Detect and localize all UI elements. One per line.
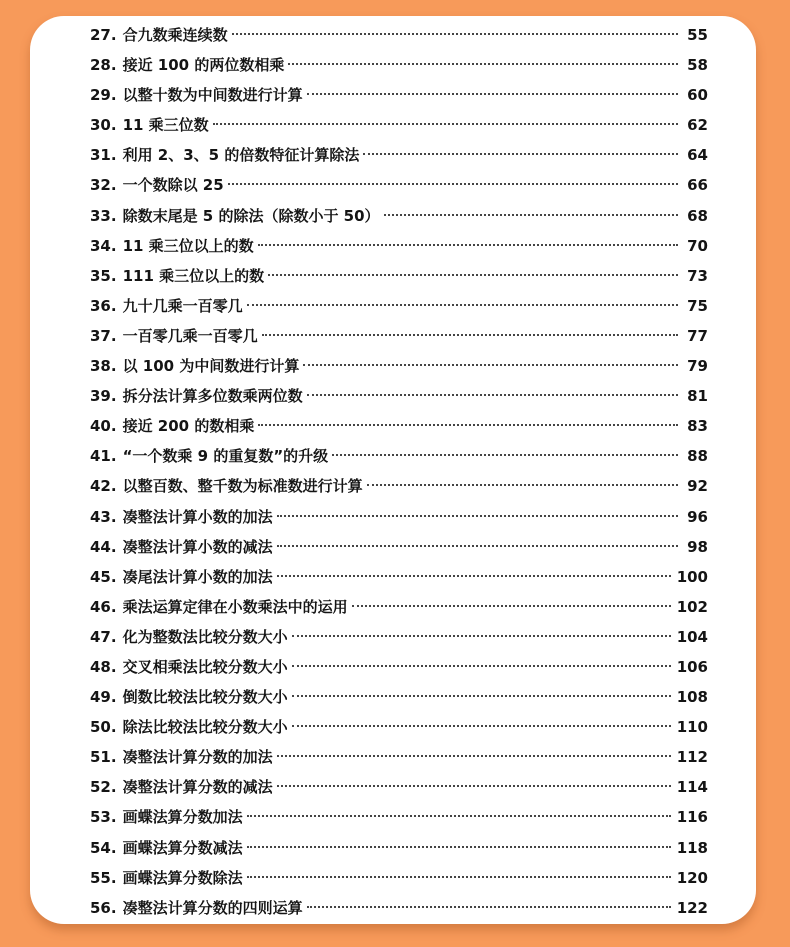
- toc-title: 交叉相乘法比较分数大小: [122, 657, 288, 676]
- dot-leader: [247, 846, 671, 848]
- toc-title: 凑整法计算小数的减法: [122, 537, 273, 556]
- toc-number: 43.: [90, 507, 117, 526]
- toc-page-number: 92: [687, 477, 708, 496]
- toc-page-number: 104: [676, 627, 708, 646]
- toc-title: 乘法运算定律在小数乘法中的运用: [122, 597, 348, 616]
- dot-leader: [247, 876, 671, 878]
- toc-page-number: 55: [687, 26, 708, 44]
- toc-page-number: 62: [687, 116, 708, 135]
- toc-title: 合九数乘连续数: [122, 26, 228, 44]
- toc-page-number: 77: [687, 326, 708, 345]
- toc-title: 一个数除以 25: [122, 176, 224, 195]
- toc-number: 48.: [90, 657, 117, 676]
- toc-card: [30, 16, 756, 924]
- toc-number: 52.: [90, 778, 117, 797]
- dot-leader: [277, 545, 678, 547]
- toc-title: 以整十数为中间数进行计算: [122, 86, 303, 105]
- dot-leader: [303, 364, 678, 366]
- toc-row: [90, 772, 708, 802]
- toc-number: 29.: [90, 86, 117, 105]
- toc-number: 47.: [90, 627, 117, 646]
- toc-number: 41.: [90, 447, 117, 466]
- toc-row: [90, 291, 708, 321]
- dot-leader: [247, 304, 678, 306]
- dot-leader: [367, 484, 678, 486]
- dot-leader: [232, 33, 678, 35]
- toc-page-number: 88: [687, 447, 708, 466]
- toc-number: 35.: [90, 266, 117, 285]
- dot-leader: [277, 515, 678, 517]
- toc-row: [90, 502, 708, 532]
- dot-leader: [307, 906, 671, 908]
- toc-title: 除法比较法比较分数大小: [122, 718, 288, 737]
- toc-page-number: 116: [676, 808, 708, 827]
- toc-page-number: 68: [687, 206, 708, 225]
- toc-title: 拆分法计算多位数乘两位数: [122, 387, 303, 406]
- toc-title: 11 乘三位数: [122, 116, 209, 135]
- toc-page-number: 98: [687, 537, 708, 556]
- toc-page-number: 79: [687, 357, 708, 376]
- toc-page-number: 120: [676, 868, 708, 887]
- toc-row: [90, 532, 708, 562]
- toc-row: [90, 441, 708, 471]
- toc-page-number: 83: [687, 417, 708, 436]
- toc-row: [90, 562, 708, 592]
- toc-title: 凑整法计算分数的加法: [122, 748, 273, 767]
- toc-row: [90, 652, 708, 682]
- dot-leader: [292, 695, 671, 697]
- toc-row: [90, 110, 708, 140]
- toc-number: 42.: [90, 477, 117, 496]
- toc-title: 除数末尾是 5 的除法（除数小于 50）: [122, 206, 380, 225]
- toc-number: 39.: [90, 387, 117, 406]
- toc-row: [90, 20, 708, 50]
- dot-leader: [363, 153, 678, 155]
- dot-leader: [292, 725, 671, 727]
- toc-row: [90, 351, 708, 381]
- dot-leader: [307, 93, 678, 95]
- toc-row: [90, 321, 708, 351]
- toc-row: [90, 261, 708, 291]
- toc-page-number: 73: [687, 266, 708, 285]
- toc-number: 40.: [90, 417, 117, 436]
- toc-row: [90, 893, 708, 923]
- toc-title: 凑尾法计算小数的加法: [122, 567, 273, 586]
- toc-page-number: 64: [687, 146, 708, 165]
- toc-number: 34.: [90, 236, 117, 255]
- dot-leader: [292, 635, 671, 637]
- toc-number: 30.: [90, 116, 117, 135]
- toc-title: 接近 100 的两位数相乘: [122, 56, 285, 75]
- toc-page-number: 58: [687, 56, 708, 75]
- toc-page-number: 108: [676, 688, 708, 707]
- dot-leader: [384, 214, 678, 216]
- dot-leader: [213, 123, 678, 125]
- toc-title: “一个数乘 9 的重复数”的升级: [122, 447, 329, 466]
- toc-page-number: 122: [676, 898, 708, 917]
- toc-number: 36.: [90, 296, 117, 315]
- toc-title: 画蝶法算分数除法: [122, 868, 243, 887]
- dot-leader: [277, 755, 671, 757]
- toc-number: 27.: [90, 26, 117, 44]
- toc-number: 28.: [90, 56, 117, 75]
- toc-page-number: 118: [676, 838, 708, 857]
- toc-title: 画蝶法算分数减法: [122, 838, 243, 857]
- toc-row: [90, 80, 708, 110]
- toc-page-number: 66: [687, 176, 708, 195]
- toc-row: [90, 802, 708, 832]
- toc-row: [90, 381, 708, 411]
- toc-title: 11 乘三位以上的数: [122, 236, 254, 255]
- toc-row: [90, 140, 708, 170]
- toc-title: 倒数比较法比较分数大小: [122, 688, 288, 707]
- toc-row: [90, 201, 708, 231]
- toc-number: 51.: [90, 748, 117, 767]
- dot-leader: [262, 334, 678, 336]
- toc-row: [90, 712, 708, 742]
- toc-title: 以 100 为中间数进行计算: [122, 357, 300, 376]
- dot-leader: [258, 244, 678, 246]
- toc-row: [90, 833, 708, 863]
- toc-number: 31.: [90, 146, 117, 165]
- toc-page-number: 106: [676, 657, 708, 676]
- toc-title: 利用 2、3、5 的倍数特征计算除法: [122, 146, 360, 165]
- toc-row: [90, 742, 708, 772]
- toc-page-number: 114: [676, 778, 708, 797]
- dot-leader: [288, 63, 678, 65]
- toc-page-number: 112: [676, 748, 708, 767]
- dot-leader: [277, 575, 671, 577]
- toc-title: 凑整法计算小数的加法: [122, 507, 273, 526]
- table-of-contents: [90, 20, 708, 923]
- dot-leader: [307, 394, 678, 396]
- dot-leader: [277, 785, 671, 787]
- toc-page-number: 70: [687, 236, 708, 255]
- toc-number: 54.: [90, 838, 117, 857]
- toc-row: [90, 50, 708, 80]
- toc-number: 44.: [90, 537, 117, 556]
- toc-row: [90, 471, 708, 501]
- toc-row: [90, 231, 708, 261]
- toc-row: [90, 622, 708, 652]
- dot-leader: [332, 454, 678, 456]
- toc-row: [90, 682, 708, 712]
- toc-title: 接近 200 的数相乘: [122, 417, 255, 436]
- toc-title: 一百零几乘一百零几: [122, 326, 258, 345]
- toc-number: 49.: [90, 688, 117, 707]
- toc-page-number: 96: [687, 507, 708, 526]
- toc-page-number: 75: [687, 296, 708, 315]
- toc-page-number: 110: [676, 718, 708, 737]
- toc-row: [90, 863, 708, 893]
- toc-page-number: 81: [687, 387, 708, 406]
- toc-number: 33.: [90, 206, 117, 225]
- dot-leader: [247, 815, 671, 817]
- toc-page-number: 102: [676, 597, 708, 616]
- toc-number: 45.: [90, 567, 117, 586]
- toc-title: 九十几乘一百零几: [122, 296, 243, 315]
- dot-leader: [268, 274, 678, 276]
- toc-title: 画蝶法算分数加法: [122, 808, 243, 827]
- toc-row: [90, 592, 708, 622]
- toc-title: 111 乘三位以上的数: [122, 266, 265, 285]
- toc-number: 46.: [90, 597, 117, 616]
- toc-page-number: 60: [687, 86, 708, 105]
- dot-leader: [228, 183, 678, 185]
- toc-number: 53.: [90, 808, 117, 827]
- toc-row: [90, 170, 708, 200]
- toc-number: 32.: [90, 176, 117, 195]
- toc-title: 凑整法计算分数的减法: [122, 778, 273, 797]
- dot-leader: [258, 424, 678, 426]
- toc-page-number: 100: [676, 567, 708, 586]
- toc-row: [90, 411, 708, 441]
- toc-number: 37.: [90, 326, 117, 345]
- toc-number: 56.: [90, 898, 117, 917]
- dot-leader: [352, 605, 671, 607]
- toc-title: 化为整数法比较分数大小: [122, 627, 288, 646]
- toc-title: 以整百数、整千数为标准数进行计算: [122, 477, 363, 496]
- dot-leader: [292, 665, 671, 667]
- toc-number: 38.: [90, 357, 117, 376]
- toc-title: 凑整法计算分数的四则运算: [122, 898, 303, 917]
- toc-number: 55.: [90, 868, 117, 887]
- toc-number: 50.: [90, 718, 117, 737]
